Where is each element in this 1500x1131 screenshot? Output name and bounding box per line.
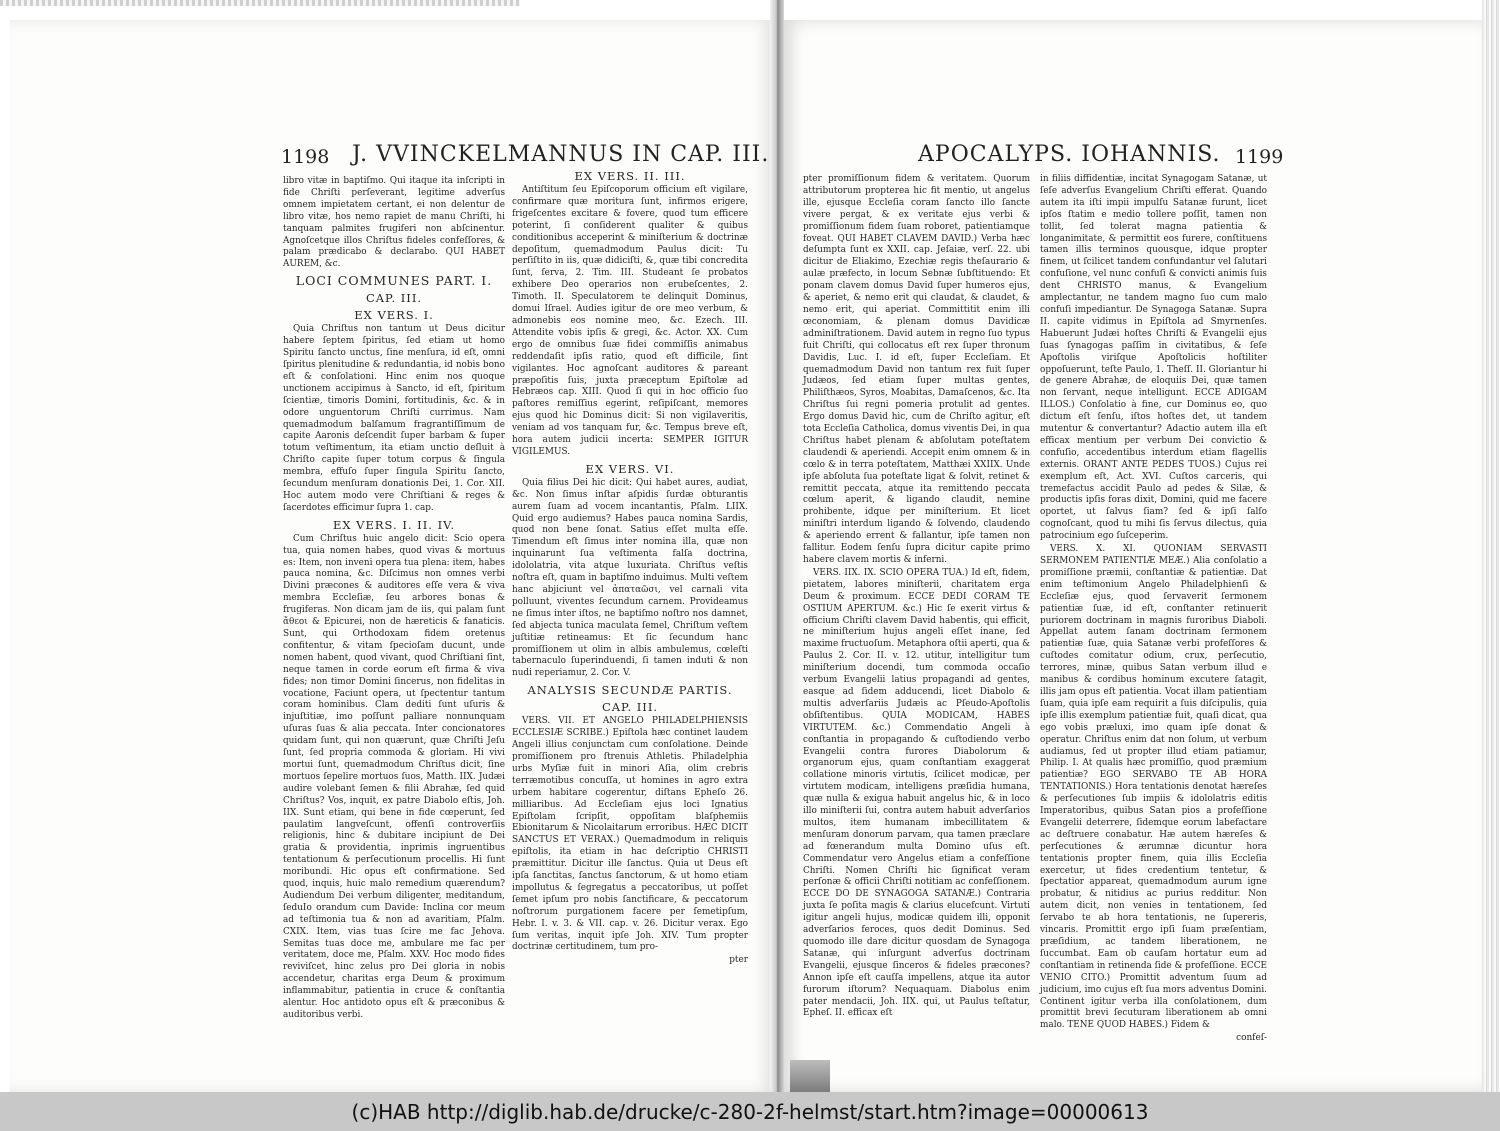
right-running-head: APOCALYPS. IOHANNIS. [918, 142, 1221, 167]
book-gutter [770, 0, 784, 1092]
paragraph: VERS. IIX. IX. SCIO OPERA TUA.) Id eſt, fidem, pietatem, labores miniſterii, charitatem erga Deum & proximum. ECCE DEDI CORAM TE OSTIUM APERTUM. &c.) Hic ſe exerit virtus & officium Chriſti clavem David habentis, qui efficit, ne miniſterium hujus angeli eſſet inane, ſed maxime fructuoſum. Metaphora oſtii aperti, qua & Paulus 2. Cor. II. v. 12. utitur, intelligitur tum miniſterium docendi, tum commoda occaſio verbum Evangelii latius propagandi ad gentes, easque ad ſidem adducendi, licet Diabolo & multis adverſariis Judæis ac Pſeudo-Apoſtolis obſiſtentibus. QUIA MODICAM, HABES VIRTUTEM. &c.) Commendatio Angeli à conſtantia in propagando & cuſtodiendo verbo Evangelii contra furores Diabolorum & organorum ejus, quam conſtantiam exaggerat collatione minoris virtutis, ſcilicet modicæ, per virtutem modicam, intelligens præſidia humana, quæ nulla & exigua habuit angelus hic, & in loco illo miniſterii ſui, contra autem habuit adverſarios multos, item humanam imbecillitatem & menſuram donorum parvam, qua tamen præclare ad fœnerandum multa Domino uſus eſt. Commendatur vero Angelus etiam a confeſſione Chriſti. Nomen Chriſti hic ſignificat veram perſonæ & officii Chriſti notitiam ac confeſſionem. ECCE DO DE SYNAGOGA SATANÆ.) Contraria juxta ſe poſita magis & clarius elucefcunt. Virtuti igitur angeli hujus, modicæ quidem illi, opponit adverſarios feroces, quos dedit Dominus. Sed quomodo ille dare dicitur quosdam de Synagoga Satanæ, qui inſurgunt adverſus doctrinam Evangelii, ejusque ſinceros & fideles præcones? Annon ipſe eſt cauſſa impellens, atque ita autor furorum iſtorum? Nequaquam. Diabolus enim pater mendacii, Joh. IIX. qui, ut Paulus teſtatur, Epheſ. II. efficax eſt [803, 567, 1030, 1019]
paragraph: libro vitæ in baptiſmo. Qui itaque ita inſcripti in fide Chriſti perſeverant, legitime adverſus omnem impietatem certant, ei non delentur de libro vitæ, hos nemo rapiet de manu Chriſti, hi tanquam palmites frugiferi non abſcinentur. Agnoſcetque illos Chriſtus fideles confeſſores, & palam prædicabo & declarabo. QUI HABET AUREM, &c. [283, 176, 505, 270]
section-heading: LOCI COMMUNES PART. I. [295, 273, 493, 289]
catchword: confeſ- [1236, 1033, 1267, 1044]
right-column-1 [803, 174, 1030, 1019]
paragraph: Quia Chriſtus non tantum ut Deus dicitur habere ſeptem ſpiritus, ſed etiam ut homo Spiritu ſancto unctus, ſine menſura, id eſt, omni ſpiritus plenitudine & redundantia, id nobis bono eſt & conſolationi. Hinc enim nos quoque unctionem accipimus à Sancto, id eſt, ſpiritum ſcientiæ, timoris Domini, fortitudinis, &c. & in odore unguentorum Chriſti currimus. Nam quemadmodum balſamum fragrantiſſimum de capite Aaronis deſcendit ſuper barbam & ſuper totum veſtimentum, ita etiam unctio deſluit à Chriſto capite ſuper totum corpus & ſingula membra, effuſo ſuper ſingula Spiritu ſancto, ſecundum menſuram donationis Dei, 1. Cor. XII. Hoc autem modo vere Chriſtiani & reges & ſacerdotes efficimur ſupra 1. cap. [283, 324, 505, 513]
left-running-head: J. VVINCKELMANNUS IN CAP. III. [352, 142, 770, 167]
paragraph: VERS. X. XI. QUONIAM SERVASTI SERMONEM PATIENTIÆ MEÆ.) Alia conſolatio a promiſſione præmii, conſtantiæ & patientiæ. Dat enim teſtimonium Angelo Philadelphienſi & Eccleſiæ ejus, quod ſervaverit ſermonem patientiæ ſuæ, id eſt, conſtanter retinuerit puriorem doctrinam in magnis furoribus Diaboli. Appellat autem ſanam doctrinam ſermonem patientiæ ſuæ, quia Satanæ verbi profeſſores & cuſtodes comitatur odium, crux, perſecutio, terrores, minæ, quibus Satan verbum illud e manibus & cordibus hominum excutere ſatagit, illis jam opus eſt patientia. Vocat illam patientiam ſuam, quia ipſe eam requirit a ſuis diſcipulis, quia ipſe illis exemplum patientiæ fuit, quaſi dicat, qua ego vobis præluxi, imo quam ipſe donat & operatur. Chriſtus enim dat non ſolum, ut verbum audiamus, ſed ut propter illud etiam patiamur, Philip. I. At qualis hæc promiſſio, quod præmium patientiæ? EGO SERVABO TE AB HORA TENTATIONIS.) Hora tentationis denotat hæreſes & perſecutiones ſub impiis & idololatris editis Imperatoribus, quibus Satan pios a profeſſione Evangelii deterrere, ſidemque eorum labefactare ac deſtruere conabatur. Hæ autem hæreſes & perſecutiones & ærumnæ dicuntur hora tentationis propter finem, quia illis Eccleſia exercetur, ut fides credentium tentetur, & ſpectatior appareat, quemadmodum aurum igne probatur, & nitidius ac purius redditur. Non autem dicit, non venies in tentationem, ſed ſervabo te ab hora tentationis, ne ſupereris, vincaris. Promittit ergo ipſi ſuam præſentiam, præſidium, ac tandem liberationem, ne ſuccumbat. Eam ob cauſam hortatur eum ad conſtantiam in retinenda ſide & profeſſione. ECCE VENIO CITO.) Promittit adventum ſuum ad judicium, imo cujus eſt ſua mors adventus Domini. Continent igitur verba illa conſolationem, dum promittit brevi ſecuturam liberationem ab omni malo. TENE QUOD HABES.) Fidem & [1040, 544, 1267, 1031]
right-column-2 [1040, 174, 1267, 1044]
page-stack-edge [0, 0, 520, 6]
section-heading: CAP. III. [601, 700, 659, 715]
catchword: pter [729, 955, 748, 966]
copyright-footer [0, 1092, 1500, 1131]
copyright-link-text[interactable]: (c)HAB http://diglib.hab.de/drucke/c-280-2f-helmst/start.htm?image=00000613 [351, 1099, 1149, 1124]
page-edges [1482, 0, 1500, 1092]
section-heading: EX VERS. I. II. IV. [332, 517, 456, 532]
section-heading: CAP. III. [365, 291, 423, 306]
paragraph: VERS. VII. ET ANGELO PHILADELPHIENSIS ECCLESIÆ SCRIBE.) Epiſtola hæc continet laudem Angeli illius conjunctam cum conſolatione. Deinde promiſſionem pro ſtrenuis Athletis. Philadelphia urbs Myſiæ fuit in minori Aſia, olim crebris terræmotibus concuſſa, ut homines in agro extra urbem habitare cogerentur, diſtans Epheſo 26. milliaribus. Ad Eccleſiam ejus loci Ignatius Epiſtolam ſcripſit, oppoſitam blaſphemiis Ebionitarum & Nicolaitarum erroribus. HÆC DICIT SANCTUS ET VERAX.) Quemadmodum in reliquis epiſtolis, ita etiam in hac deſcriptio CHRISTI præmittitur. Dicitur ille ſanctus. Quia ut Deus eſt ipſa ſanctitas, ſanctus ſanctorum, & ut homo etiam impollutus & ſegregatus a peccatoribus, ut poſſet ſemet ipſum pro nobis ſanctificare, & peccatorum noſtrorum purgationem facere per ſemetipſum, Hebr. I. v. 3. & VII. cap. v. 26. Dicitur verax. Ego ſum veritas, inquit ipſe Joh. XIV. Tum propter doctrinæ certitudinem, tum pro- [512, 716, 748, 953]
binding-shadow [790, 1060, 830, 1092]
right-page-number: 1199 [1235, 146, 1284, 168]
section-heading: EX VERS. II. III. [574, 169, 686, 183]
paragraph: Antiſtitum ſeu Epiſcoporum officium eſt vigilare, confirmare quæ moritura ſunt, infirmos erigere, frigeſcentes excitare & fovere, quod tum efficere poterint, ſi conſiderent qualiter & quibus conditionibus acceperint & miniſterium & doctrinæ depoſitum, quemadmodum Paulus dicit: Tu perſiſtito in iis, quæ didiciſti, &, quæ tibi concredita ſunt, ſerva, 2. Tim. III. Studeant ſe probatos exhibere Deo operarios non erubeſcentes, 2. Timoth. II. Speculatorem te delinquit Dominus, domui Iſrael. Audies igitur de ore meo verbum, & admonebis eos nomine meo, &c. Ezech. III. Attendite vobis ipſis & gregi, &c. Actor. XX. Cum ergo de omnibus ſuæ fidei commiſſis animabus reddendaſit ipſis ratio, quod eſt difficile, ſint vigilantes. Hoc agnoſcant auditores & pareant præpoſitis ſuis, juxta præceptum Epiſtolæ ad Hebræos cap. XIII. Quod ſi qui in hoc officio ſuo paſtores remiſſius egerint, reſipiſcant, memores ejus quod hic Dominus dicit: Si non vigilaveritis, veniam ad vos tanquam fur, &c. Tempus breve eſt, hora autem judicii incerta: SEMPER IGITUR VIGILEMUS. [512, 185, 748, 457]
left-column-2 [512, 166, 748, 980]
section-heading: EX VERS. VI. [585, 461, 675, 476]
left-page-number: 1198 [281, 146, 330, 168]
paragraph: Quia filius Dei hic dicit: Qui habet aures, audiat, &c. Non ſimus inſtar aſpidis ſurdæ obturantis aurem ſuam ad vocem incantantis, Pſalm. LIIX. Quid ergo audiemus? Habes pauca nomina Sardis, quod non bene ſonat. Satius eſſet multa eſſe. Timendum eſt ſimus inter nomina illa, quæ non inquinarunt ſua veſtimenta falſa doctrina, idololatria, vita atque luxuriata. Chriſtus veſtis noſtra eſt, quam in baptiſmo induimus. Multi veſtem hanc abjiciunt vel ἀπαταῶσι, vel carnali vita polluunt, viventes ſecundum carnem. Provideamus ne ſimus inter iſtos, ne baptiſmo noſtro nos damnet, ſed abjecta tunica maculata ſemel, Chriſtum veſtem juſtitiæ retineamus: Et ſic ſecundum hanc promiſſionem ut olim in albis ambulemus, cœleſti tabernaculo ſuperinduendi, ſi tamen induti & non nudi reperiamur, 2. Cor. V. [512, 477, 748, 679]
section-heading: ANALYSIS SECUNDÆ PARTIS. [527, 683, 733, 698]
section-heading: EX VERS. I. [354, 308, 434, 323]
paragraph: pter promiſſionum fidem & veritatem. Quorum attributorum propterea hic fit mentio, ut angelus ille, ejusque Eccleſia coram ſancto illo ſancte vivere pergat, & ex veritate ejus verbi & promiſſionum fidem ſuam roboret, patientiamque foveat. QUI HABET CLAVEM DAVID.) Verba hæc deſumpta ſunt ex XXII. cap. Jeſaiæ, verſ. 22. ubi dicitur de Eliakimo, Ezechiæ regis theſaurario & aulæ præfecto, in locum Sebnæ ſubſtituendo: Et ponam clavem domus David ſuper humeros ejus, & aperiet, & nemo erit qui claudat, & claudet, & nemo erit, qui aperiat. Committitit enim illi œconomiam, & plenam domus Davidicæ adminiſtrationem. David autem in regno ſuo typus fuit Chriſti, qui collocatus eſt rex ſuper thronum Davidis, Luc. I. id eſt, ſuper Eccleſiam. Et quemadmodum David non tantum rex fuit ſuper Judæos, ſed etiam ſuper multas gentes, Philiſthæos, Syros, Moabitas, Damaſcenos, &c. Ita Chriſtus ſui regni pomeria protulit ad gentes. Ergo domus David hic, cum de Chriſto agitur, eſt tota Eccleſia Catholica, domus viventis Dei, in qua Chriſtus habet plenam & abſolutam poteſtatem claudendi & aperiendi. Accepit enim omnem & in cœlo & in terra poteſtatem, Matthæi XXIIX. Unde ipſe abſoluta ſua poteſtate ligat & ſolvit, retinet & remittit peccata, atque ita remittendo peccata cœlum aperit, & ligando claudit, nemine prohibente, idque per miniſterium. Et licet miniſtri interdum ligando & ſolvendo, claudendo & aperiendo errent & fallantur, ipſe tamen non fallitur. Eodem ſenſu ſupra dicitur capite primo habere clavem mortis & inferni. [803, 174, 1030, 565]
left-column-1 [283, 176, 505, 1020]
paragraph: Cum Chriſtus huic angelo dicit: Scio opera tua, quia nomen habes, quod vivas & mortuus es: Item, non inveni opera tua plena: item, habes pauca nomina, &c. Diſcimus non omnes verbi Divini præcones & auditores eſſe vera & viva membra Eccleſiæ, ſeu arbores bonas & frugiferas. Non dicam jam de iis, qui palam ſunt ἄθεοι & Epicurei, non de hæreticis & fanaticis. Sunt, qui Orthodoxam fidem oretenus confitentur, & vitam ſpecioſam ducunt, unde nomen habent, quod vivant, quod Chriſtiani ſint, neque tamen in corde eorum eſt firma & viva fides; non timor Domini ſincerus, non fidelitas in vocatione, Faciunt opera, ut ſpectentur tantum coram hominibus. Clam dediti ſunt uſuris & injuſtitiæ, imo poſſunt palliare nonnunquam uſuras ſuas & alia peccata. Inter concionatores quidam ſunt, qui non quærunt, quæ Chriſti Jeſu ſunt, ſed propria commoda & gloriam. Hi vivi mortui ſunt, quemadmodum Chriſtus dicit, ſine mortuos ſepelire mortuos ſuos, Matth. IIX. Judæi audire volebant ſemen & filii Abrahæ, ſed quid Chriſtus? Vos, inquit, ex patre Diabolo eſtis, Joh. IIX. Sunt etiam, qui bene in fide cœperunt, ſed paulatim langveſcunt, offenſi controverſiis religionis, hinc & dubitare incipiunt de Dei gratia & providentia, inprimis ingruentibus tentationum & perſecutionum procellis. Hi ſunt moribundi. Hic opus eſt confirmatione. Sed quod, inquis, huic malo remedium quærendum? Audiendum Dei verbum diligenter, meditandum, ſeduIo orandum cum Davide: Inclina cor meum ad teſtimonia tua & non ad avaritiam, Pſalm. CXIX. Item, vias tuas ſcire me fac Jehova. Semitas tuas doce me, ambulare me fac per veritatem, doce me, Pſalm. XXV. Hoc modo fides reviviſcet, hinc zelus pro Dei gloria in nobis accendetur, charitas erga Deum & proximum inflammabitur, patientia in cruce & conſtantia alentur. Hoc antidoto opus eſt & præconibus & auditoribus verbi. [283, 533, 505, 1020]
paragraph: in filiis diffidentiæ, incitat Synagogam Satanæ, ut ſeſe adverſus Evangelium Chriſti efferat. Quando autem ita iſti impii impulſu Satanæ furunt, licet ipſos ſtatim e medio tollere poſſit, tamen non tollit, ſed tolerat magna patientia & longanimitate, & permittit eos furere, conſtituens tamen illis terminos quousque, idque propter finem, ut ſcilicet tandem confundantur vel ſalutari confuſione, vel nunc confuſi & convicti animis ſuis dent CHRISTO manus, & Evangelium amplectantur, ne tandem magno ſuo cum malo confuſi impediantur. De Synagoga Satanæ. Supra II. capite vidimus in Epiſtola ad Smyrnenſes. Habuerunt Judæi hoſtes Chriſti & Evangelii ejus ſuas ſynagogas paſſim in civitatibus, & ſeſe Apoſtolis viriſque Apoſtolicis hoſtiliter oppoſuerunt, teſte Paulo, 1. Theſſ. II. Gloriantur hi de genere Abrahæ, de eloquiis Dei, quæ tamen non ſervant, neque intelligunt. ECCE ADIGAM ILLOS.) Conſolatio à fine, cur Dominus eo, quo dictum eſt ſenſu, iſtos hoſtes det, ut tandem mutentur & convertantur? Adactio autem illa eſt efficax mentium per verbum Dei convictio & confuſio, accedentibus interdum etiam flagellis externis. ORANT ANTE PEDES TUOS.) Cujus rei exemplum eſt, Act. XVI. Cuſtos carceris, qui tremefactus accidit Paulo ad pedes & Silæ, & productis ipſis foras dixit, Domini, quid me facere oportet, ut ſalvus ſiam? ſed & ipſi ſalſo cognoſcant, quod tu mihi ſis ſervus dilectus, quia patrocinium ego ſuſceperim. [1040, 174, 1267, 542]
